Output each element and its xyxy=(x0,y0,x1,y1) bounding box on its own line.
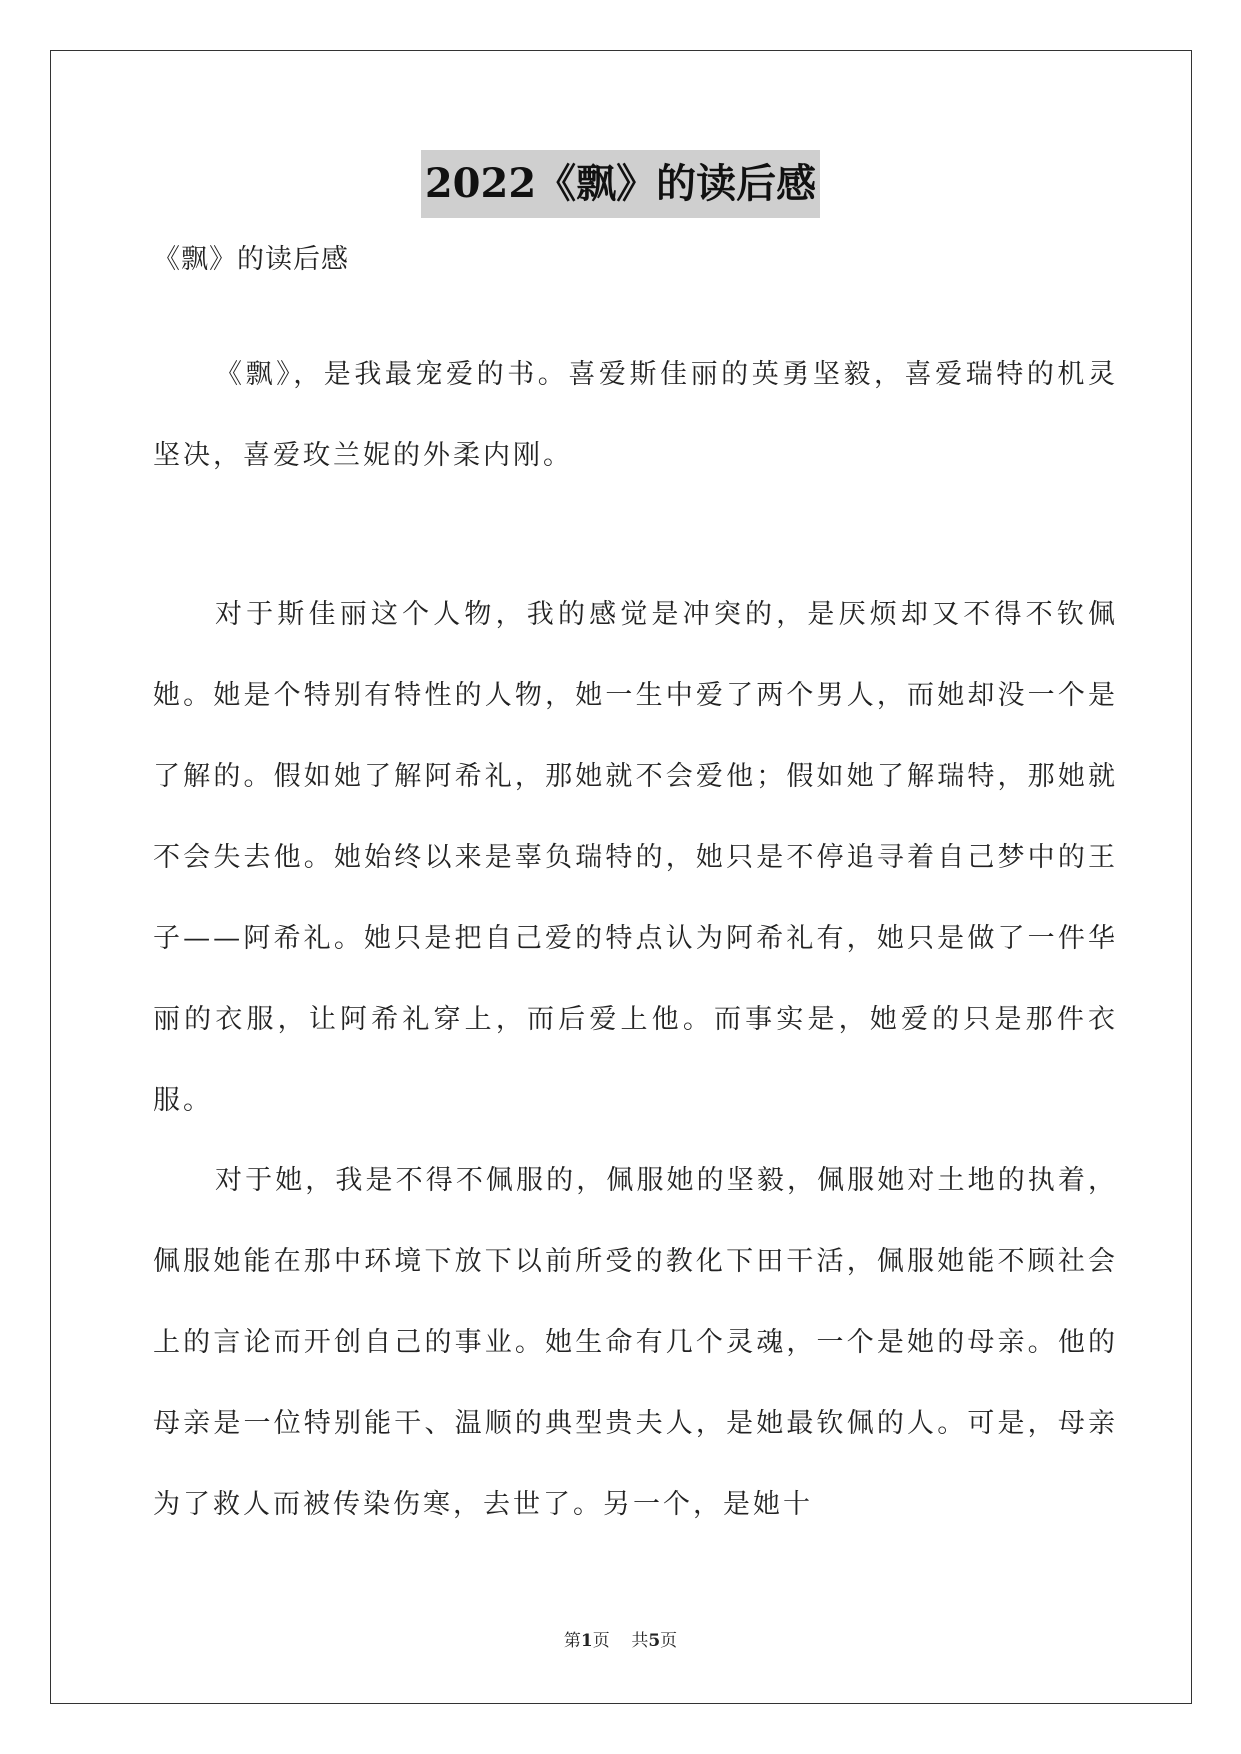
total-suffix: 页 xyxy=(660,1631,678,1651)
page-footer xyxy=(0,1626,1241,1651)
paragraph-3: 对于她，我是不得不佩服的，佩服她的坚毅，佩服她对土地的执着，佩服她能在那中环境下放下以前所受的教化下田干活，佩服她能不顾社会上的言论而开创自己的事业。她生命有几个灵魂，一个是她的母亲。他的母亲是一位特别能干、温顺的典型贵夫人，是她最钦佩的人。可是，母亲为了救人而被传染伤寒，去世了。另一个，是她十 xyxy=(153,1165,1118,1520)
title-container xyxy=(0,150,1241,218)
page-number: 1 xyxy=(580,1631,593,1651)
page-prefix: 第 xyxy=(563,1631,581,1651)
document-title: 2022《飘》的读后感 xyxy=(421,150,820,218)
total-prefix: 共 xyxy=(631,1631,649,1651)
paragraph-2: 对于斯佳丽这个人物，我的感觉是冲突的，是厌烦却又不得不钦佩她。她是个特别有特性的人物，她一生中爱了两个男人，而她却没一个是了解的。假如她了解阿希礼，那她就不会爱他；假如她了解瑞特，那她就不会失去他。她始终以来是辜负瑞特的，她只是不停追寻着自己梦中的王子——阿希礼。她只是把自己爱的特点认为阿希礼有，她只是做了一件华丽的衣服，让阿希礼穿上，而后爱上他。而事实是，她爱的只是那件衣服。 xyxy=(153,599,1118,1116)
page-suffix: 页 xyxy=(592,1631,610,1651)
total-pages: 5 xyxy=(648,1631,661,1651)
document-subtitle: 《飘》的读后感 xyxy=(153,244,349,275)
paragraph-1: 《飘》，是我最宠爱的书。喜爱斯佳丽的英勇坚毅，喜爱瑞特的机灵坚决，喜爱玫兰妮的外柔内刚。 xyxy=(153,359,1118,471)
